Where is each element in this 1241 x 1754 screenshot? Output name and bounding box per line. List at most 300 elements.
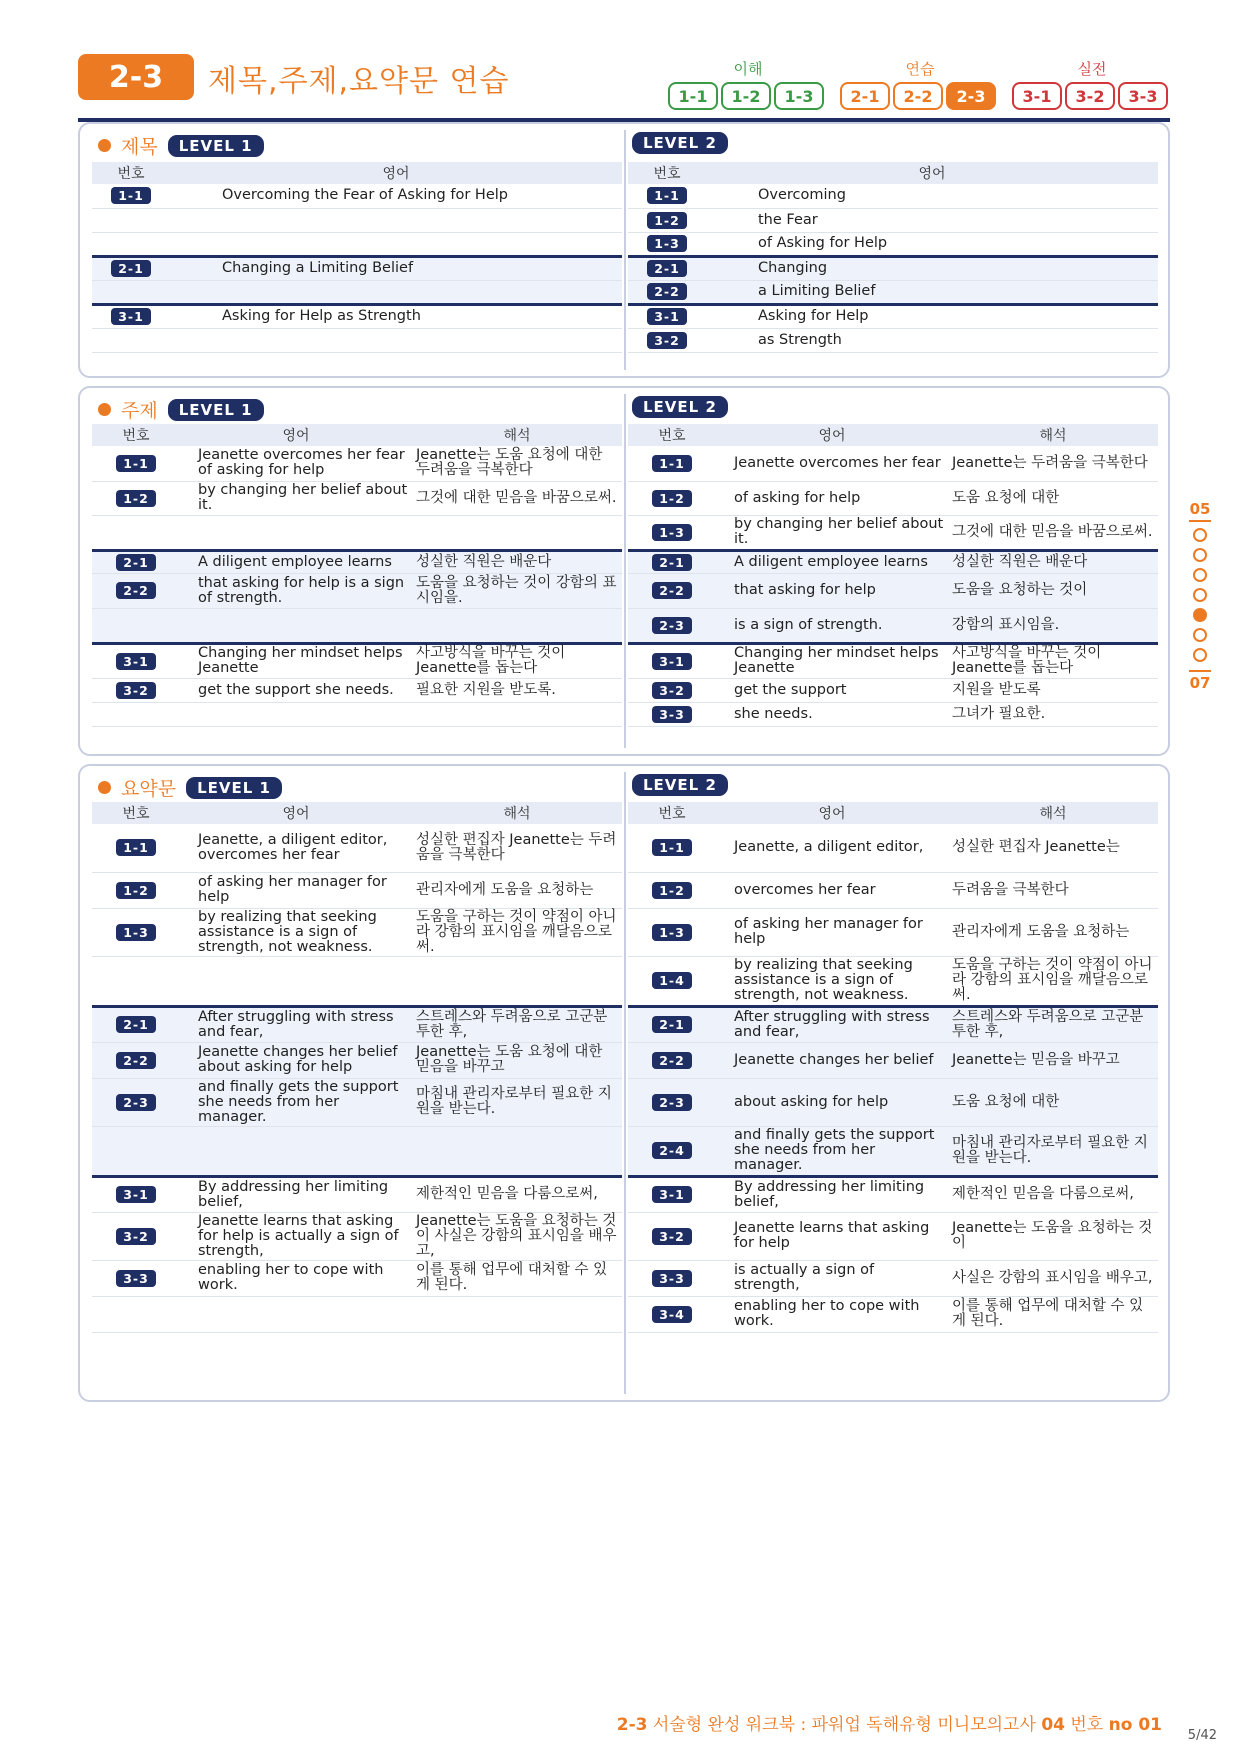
- english-cell: [170, 280, 622, 304]
- row-number-badge: 2-4: [652, 1142, 692, 1159]
- table-row: [628, 1042, 1158, 1078]
- row-number-badge: 2-1: [647, 260, 687, 277]
- nav-pill-3-1[interactable]: 3-1: [1012, 82, 1062, 110]
- nav-pill-3-2[interactable]: 3-2: [1065, 82, 1115, 110]
- row-number-badge: 3-3: [116, 1270, 156, 1287]
- side-dot-icon[interactable]: [1193, 648, 1207, 662]
- table-row: [628, 1078, 1158, 1126]
- english-cell: enabling her to cope with work.: [716, 1296, 948, 1332]
- row-number-cell: [628, 1042, 716, 1078]
- table-row: [92, 1006, 622, 1042]
- english-cell: and finally gets the support she needs from her manager.: [716, 1126, 948, 1176]
- row-number-badge: 3-1: [116, 653, 156, 670]
- table-row: [628, 678, 1158, 702]
- english-cell: by realizing that seeking assistance is a sign of strength, not weakness.: [180, 908, 412, 956]
- table-row: [628, 481, 1158, 515]
- section-name: 요약문: [121, 778, 177, 800]
- col-header-number: 번호: [628, 802, 716, 824]
- table-row: [92, 1042, 622, 1078]
- korean-cell: 도움을 요청하는 것이: [948, 573, 1158, 608]
- col-header-korean: 해석: [948, 802, 1158, 824]
- table-row: [628, 232, 1158, 256]
- english-cell: [170, 232, 622, 256]
- table-row: [92, 1212, 622, 1260]
- row-number-cell: [628, 573, 716, 608]
- nav-pill-3-3[interactable]: 3-3: [1118, 82, 1168, 110]
- table-row: [628, 515, 1158, 550]
- korean-cell: 성실한 편집자 Jeanette는: [948, 824, 1158, 872]
- row-number-badge: 2-2: [652, 1052, 692, 1069]
- row-number-cell: [628, 1296, 716, 1332]
- row-number-badge: 1-3: [647, 235, 687, 252]
- english-cell: After struggling with stress and fear,: [180, 1006, 412, 1042]
- row-number-cell: [628, 232, 706, 256]
- row-number-cell: [92, 328, 170, 352]
- table-row: [92, 256, 622, 280]
- level-1-badge: LEVEL 1: [168, 399, 264, 421]
- col-header-english: 영어: [716, 802, 948, 824]
- table-row: [628, 1176, 1158, 1212]
- side-rule: [1189, 520, 1211, 522]
- english-cell: Changing her mindset helps Jeanette: [180, 643, 412, 678]
- col-header-english: 영어: [180, 424, 412, 446]
- row-number-cell: [92, 908, 180, 956]
- nav-heading: 이해: [733, 60, 763, 78]
- bullet-dot-icon: [98, 781, 111, 794]
- row-number-cell: [92, 643, 180, 678]
- column-divider: [624, 772, 626, 1394]
- english-cell: Jeanette changes her belief about asking for help: [180, 1042, 412, 1078]
- table-row: [628, 956, 1158, 1006]
- table-row: [92, 446, 622, 481]
- korean-cell: [412, 702, 622, 726]
- row-number-badge: 1-1: [652, 839, 692, 856]
- col-header-number: 번호: [92, 424, 180, 446]
- korean-cell: 그것에 대한 믿음을 바꿈으로써.: [948, 515, 1158, 550]
- row-number-badge: 1-3: [116, 924, 156, 941]
- table-row: [92, 702, 622, 726]
- table-row: [92, 908, 622, 956]
- row-number-cell: [628, 872, 716, 908]
- english-cell: of Asking for Help: [706, 232, 1158, 256]
- english-cell: about asking for help: [716, 1078, 948, 1126]
- level-2-badge: LEVEL 2: [632, 774, 728, 796]
- nav-pill-1-3[interactable]: 1-3: [774, 82, 824, 110]
- row-number-cell: [628, 1176, 716, 1212]
- row-number-cell: [628, 280, 706, 304]
- english-cell: overcomes her fear: [716, 872, 948, 908]
- col-header-number: 번호: [628, 424, 716, 446]
- row-number-badge: 2-3: [116, 1094, 156, 1111]
- row-number-badge: 1-2: [116, 490, 156, 507]
- table-row: [92, 328, 622, 352]
- row-number-cell: [628, 328, 706, 352]
- row-number-cell: [92, 1212, 180, 1260]
- korean-cell: 지원을 받도록: [948, 678, 1158, 702]
- row-number-badge: 1-4: [652, 972, 692, 989]
- row-number-cell: [92, 256, 170, 280]
- english-cell: enabling her to cope with work.: [180, 1260, 412, 1296]
- row-number-badge: 2-2: [647, 283, 687, 300]
- row-number-cell: [628, 515, 716, 550]
- table-row: [92, 1176, 622, 1212]
- korean-cell: 사고방식을 바꾸는 것이 Jeanette를 돕는다: [948, 643, 1158, 678]
- row-number-badge: 3-1: [652, 653, 692, 670]
- title-table-level1: [92, 162, 622, 353]
- row-number-badge: 1-3: [652, 524, 692, 541]
- row-number-badge: 2-1: [116, 1016, 156, 1033]
- korean-cell: 성실한 편집자 Jeanette는 두려움을 극복한다: [412, 824, 622, 872]
- english-cell: Changing her mindset helps Jeanette: [716, 643, 948, 678]
- section-heading: [98, 132, 264, 159]
- row-number-cell: [92, 1006, 180, 1042]
- korean-cell: 강함의 표시임을.: [948, 608, 1158, 643]
- english-cell: Jeanette changes her belief: [716, 1042, 948, 1078]
- row-number-cell: [92, 550, 180, 573]
- row-number-badge: 3-3: [652, 706, 692, 723]
- chapter-badge: 2-3: [78, 54, 194, 100]
- korean-cell: 관리자에게 도움을 요청하는: [948, 908, 1158, 956]
- table-row: [92, 824, 622, 872]
- level-2-badge: LEVEL 2: [632, 396, 728, 418]
- table-row: [628, 1296, 1158, 1332]
- title-table-level2: [628, 162, 1158, 353]
- side-dot-icon[interactable]: [1193, 588, 1207, 602]
- section-heading-l2: [632, 132, 728, 154]
- korean-cell: 도움을 구하는 것이 약점이 아니라 강함의 표시임을 깨달음으로써.: [948, 956, 1158, 1006]
- row-number-cell: [92, 956, 180, 1006]
- nav-pill-2-3[interactable]: 2-3: [946, 82, 996, 110]
- row-number-cell: [92, 573, 180, 608]
- english-cell: [180, 702, 412, 726]
- korean-cell: 마침내 관리자로부터 필요한 지원을 받는다.: [948, 1126, 1158, 1176]
- table-row: [92, 280, 622, 304]
- side-dot-icon[interactable]: [1193, 548, 1207, 562]
- english-cell: Jeanette, a diligent editor,: [716, 824, 948, 872]
- row-number-badge: 3-2: [647, 332, 687, 349]
- table-row: [628, 256, 1158, 280]
- table-row: [92, 1126, 622, 1176]
- col-header-english: 영어: [170, 162, 622, 184]
- row-number-badge: 2-1: [111, 260, 151, 277]
- level-2-badge: LEVEL 2: [632, 132, 728, 154]
- english-cell: [180, 956, 412, 1006]
- table-row: [628, 304, 1158, 328]
- row-number-cell: [92, 446, 180, 481]
- korean-cell: 두려움을 극복한다: [948, 872, 1158, 908]
- english-cell: [180, 1126, 412, 1176]
- korean-cell: 스트레스와 두려움으로 고군분투한 후,: [412, 1006, 622, 1042]
- footer-text: 서술형 완성 워크북 : 파워업 독해유형 미니모의고사: [647, 1715, 1042, 1735]
- row-number-badge: 2-2: [116, 582, 156, 599]
- table-row: [628, 208, 1158, 232]
- footer-text: 번호: [1064, 1715, 1109, 1735]
- section-heading-l2: [632, 774, 728, 796]
- table-row: [628, 824, 1158, 872]
- english-cell: Jeanette learns that asking for help: [716, 1212, 948, 1260]
- table-row: [92, 1260, 622, 1296]
- section-summary: [78, 764, 1170, 1402]
- korean-cell: 이를 통해 업무에 대처할 수 있게 된다.: [412, 1260, 622, 1296]
- english-cell: of asking her manager for help: [180, 872, 412, 908]
- row-number-badge: 1-2: [652, 490, 692, 507]
- nav-group-practice: [840, 58, 1000, 114]
- english-cell: Jeanette learns that asking for help is actually a sign of strength,: [180, 1212, 412, 1260]
- table-row: [628, 1006, 1158, 1042]
- row-number-badge: 3-1: [116, 1186, 156, 1203]
- table-row: [628, 872, 1158, 908]
- nav-pill-1-2[interactable]: 1-2: [721, 82, 771, 110]
- row-number-cell: [92, 481, 180, 515]
- korean-cell: [412, 608, 622, 643]
- section-name: 제목: [121, 136, 158, 158]
- table-row: [628, 550, 1158, 573]
- col-header-korean: 해석: [412, 424, 622, 446]
- english-cell: get the support she needs.: [180, 678, 412, 702]
- nav-pill-2-1[interactable]: 2-1: [840, 82, 890, 110]
- row-number-badge: 3-1: [647, 308, 687, 325]
- topic-table-level2: [628, 424, 1158, 727]
- korean-cell: 사고방식을 바꾸는 것이 Jeanette를 돕는다: [412, 643, 622, 678]
- korean-cell: 성실한 직원은 배운다: [948, 550, 1158, 573]
- table-row: [92, 1296, 622, 1332]
- row-number-badge: 2-3: [652, 617, 692, 634]
- korean-cell: [412, 1126, 622, 1176]
- row-number-cell: [628, 956, 716, 1006]
- english-cell: By addressing her limiting belief,: [180, 1176, 412, 1212]
- row-number-badge: 1-1: [111, 187, 151, 204]
- page-number: 5/42: [1187, 1728, 1217, 1743]
- english-cell: By addressing her limiting belief,: [716, 1176, 948, 1212]
- row-number-badge: 3-1: [111, 308, 151, 325]
- english-cell: she needs.: [716, 702, 948, 726]
- row-number-cell: [92, 1296, 180, 1332]
- row-number-cell: [628, 481, 716, 515]
- row-number-cell: [628, 1126, 716, 1176]
- english-cell: get the support: [716, 678, 948, 702]
- table-row: [92, 550, 622, 573]
- col-header-number: 번호: [92, 162, 170, 184]
- korean-cell: 관리자에게 도움을 요청하는: [412, 872, 622, 908]
- english-cell: by realizing that seeking assistance is a sign of strength, not weakness.: [716, 956, 948, 1006]
- table-row: [92, 232, 622, 256]
- summary-table-level2: [628, 802, 1158, 1333]
- korean-cell: 그녀가 필요한.: [948, 702, 1158, 726]
- side-number-top: 05: [1189, 500, 1211, 518]
- table-row: [628, 328, 1158, 352]
- table-row: [92, 515, 622, 550]
- row-number-cell: [92, 184, 170, 208]
- row-number-badge: 1-2: [647, 212, 687, 229]
- table-row: [92, 1078, 622, 1126]
- english-cell: of asking for help: [716, 481, 948, 515]
- nav-heading: 연습: [905, 60, 935, 78]
- row-number-cell: [628, 824, 716, 872]
- korean-cell: Jeanette는 도움을 요청하는 것이 사실은 강함의 표시임을 배우고,: [412, 1212, 622, 1260]
- nav-pill-2-2[interactable]: 2-2: [893, 82, 943, 110]
- row-number-badge: 1-1: [116, 455, 156, 472]
- english-cell: a Limiting Belief: [706, 280, 1158, 304]
- table-row: [92, 956, 622, 1006]
- korean-cell: 도움 요청에 대한: [948, 481, 1158, 515]
- table-row: [92, 481, 622, 515]
- section-name: 주제: [121, 400, 158, 422]
- english-cell: that asking for help: [716, 573, 948, 608]
- korean-cell: Jeanette는 도움을 요청하는 것이: [948, 1212, 1158, 1260]
- bullet-dot-icon: [98, 139, 111, 152]
- row-number-cell: [92, 872, 180, 908]
- korean-cell: Jeanette는 도움 요청에 대한 두려움을 극복한다: [412, 446, 622, 481]
- english-cell: Changing: [706, 256, 1158, 280]
- topic-table-level1: [92, 424, 622, 727]
- side-rule: [1189, 670, 1211, 672]
- footer-chapter: 2-3: [616, 1715, 648, 1735]
- side-dot-icon[interactable]: [1193, 628, 1207, 642]
- row-number-badge: 1-2: [652, 882, 692, 899]
- korean-cell: 도움을 요청하는 것이 강함의 표시임을.: [412, 573, 622, 608]
- english-cell: is actually a sign of strength,: [716, 1260, 948, 1296]
- row-number-badge: 1-1: [647, 187, 687, 204]
- english-cell: Changing a Limiting Belief: [170, 256, 622, 280]
- footer-number: no 01: [1108, 1715, 1162, 1735]
- english-cell: [180, 1296, 412, 1332]
- table-row: [92, 872, 622, 908]
- korean-cell: Jeanette는 두려움을 극복한다: [948, 446, 1158, 481]
- table-row: [628, 608, 1158, 643]
- row-number-cell: [628, 678, 716, 702]
- col-header-english: 영어: [706, 162, 1158, 184]
- english-cell: Overcoming: [706, 184, 1158, 208]
- english-cell: [170, 328, 622, 352]
- english-cell: as Strength: [706, 328, 1158, 352]
- side-dot-active-icon[interactable]: [1193, 608, 1207, 622]
- row-number-cell: [628, 184, 706, 208]
- row-number-badge: 2-2: [116, 1052, 156, 1069]
- table-row: [92, 643, 622, 678]
- table-row: [92, 678, 622, 702]
- footer-caption: [0, 1710, 1162, 1735]
- side-dot-icon[interactable]: [1193, 528, 1207, 542]
- row-number-cell: [628, 643, 716, 678]
- section-heading: [98, 774, 282, 801]
- row-number-cell: [92, 1176, 180, 1212]
- row-number-cell: [92, 702, 180, 726]
- table-row: [92, 184, 622, 208]
- row-number-badge: 3-2: [652, 1228, 692, 1245]
- row-number-cell: [628, 1006, 716, 1042]
- english-cell: [180, 515, 412, 550]
- korean-cell: 도움을 구하는 것이 약점이 아니라 강함의 표시임을 깨달음으로써.: [412, 908, 622, 956]
- nav-group-real: [1012, 58, 1172, 114]
- section-heading: [98, 396, 264, 423]
- col-header-korean: 해석: [948, 424, 1158, 446]
- english-cell: Asking for Help as Strength: [170, 304, 622, 328]
- side-dot-icon[interactable]: [1193, 568, 1207, 582]
- level-1-badge: LEVEL 1: [186, 777, 282, 799]
- table-row: [92, 304, 622, 328]
- english-cell: by changing her belief about it.: [716, 515, 948, 550]
- row-number-cell: [628, 256, 706, 280]
- row-number-cell: [92, 280, 170, 304]
- nav-pill-1-1[interactable]: 1-1: [668, 82, 718, 110]
- row-number-badge: 3-3: [652, 1270, 692, 1287]
- col-header-number: 번호: [92, 802, 180, 824]
- table-row: [628, 446, 1158, 481]
- section-title: [78, 122, 1170, 378]
- korean-cell: 이를 통해 업무에 대처할 수 있게 된다.: [948, 1296, 1158, 1332]
- row-number-cell: [628, 608, 716, 643]
- english-cell: [180, 608, 412, 643]
- col-header-number: 번호: [628, 162, 706, 184]
- row-number-cell: [628, 1212, 716, 1260]
- korean-cell: 성실한 직원은 배운다: [412, 550, 622, 573]
- side-number-bottom: 07: [1189, 674, 1211, 692]
- row-number-badge: 3-1: [652, 1186, 692, 1203]
- english-cell: and finally gets the support she needs from her manager.: [180, 1078, 412, 1126]
- column-divider: [624, 130, 626, 370]
- nav-heading: 실전: [1077, 60, 1107, 78]
- row-number-cell: [628, 1260, 716, 1296]
- row-number-badge: 3-2: [116, 1228, 156, 1245]
- row-number-cell: [628, 908, 716, 956]
- korean-cell: [412, 1296, 622, 1332]
- english-cell: A diligent employee learns: [716, 550, 948, 573]
- nav-group-understand: [668, 58, 828, 114]
- row-number-cell: [628, 1078, 716, 1126]
- english-cell: A diligent employee learns: [180, 550, 412, 573]
- table-row: [628, 1260, 1158, 1296]
- row-number-badge: 1-1: [116, 839, 156, 856]
- korean-cell: 제한적인 믿음을 다룸으로써,: [948, 1176, 1158, 1212]
- korean-cell: [412, 956, 622, 1006]
- row-number-badge: 2-2: [652, 582, 692, 599]
- table-row: [628, 643, 1158, 678]
- row-number-badge: 3-4: [652, 1306, 692, 1323]
- english-cell: [170, 208, 622, 232]
- korean-cell: 도움 요청에 대한: [948, 1078, 1158, 1126]
- row-number-cell: [92, 1042, 180, 1078]
- row-number-badge: 3-2: [652, 682, 692, 699]
- row-number-badge: 2-3: [652, 1094, 692, 1111]
- footer-volume: 04: [1041, 1715, 1065, 1735]
- row-number-cell: [92, 608, 180, 643]
- row-number-cell: [92, 678, 180, 702]
- english-cell: is a sign of strength.: [716, 608, 948, 643]
- english-cell: After struggling with stress and fear,: [716, 1006, 948, 1042]
- korean-cell: [412, 515, 622, 550]
- row-number-cell: [628, 550, 716, 573]
- table-row: [628, 184, 1158, 208]
- korean-cell: Jeanette는 도움 요청에 대한 믿음을 바꾸고: [412, 1042, 622, 1078]
- page-title: 제목,주제,요약문 연습: [208, 64, 510, 99]
- korean-cell: 스트레스와 두려움으로 고군분투한 후,: [948, 1006, 1158, 1042]
- table-row: [92, 608, 622, 643]
- korean-cell: 제한적인 믿음을 다룸으로써,: [412, 1176, 622, 1212]
- row-number-badge: 1-2: [116, 882, 156, 899]
- row-number-cell: [92, 208, 170, 232]
- korean-cell: 필요한 지원을 받도록.: [412, 678, 622, 702]
- table-row: [628, 573, 1158, 608]
- table-row: [628, 1126, 1158, 1176]
- korean-cell: 사실은 강함의 표시임을 배우고,: [948, 1260, 1158, 1296]
- table-row: [92, 573, 622, 608]
- row-number-cell: [92, 1126, 180, 1176]
- english-cell: that asking for help is a sign of strength.: [180, 573, 412, 608]
- english-cell: Jeanette overcomes her fear of asking for help: [180, 446, 412, 481]
- section-heading-l2: [632, 396, 728, 418]
- english-cell: Jeanette overcomes her fear: [716, 446, 948, 481]
- row-number-badge: 1-1: [652, 455, 692, 472]
